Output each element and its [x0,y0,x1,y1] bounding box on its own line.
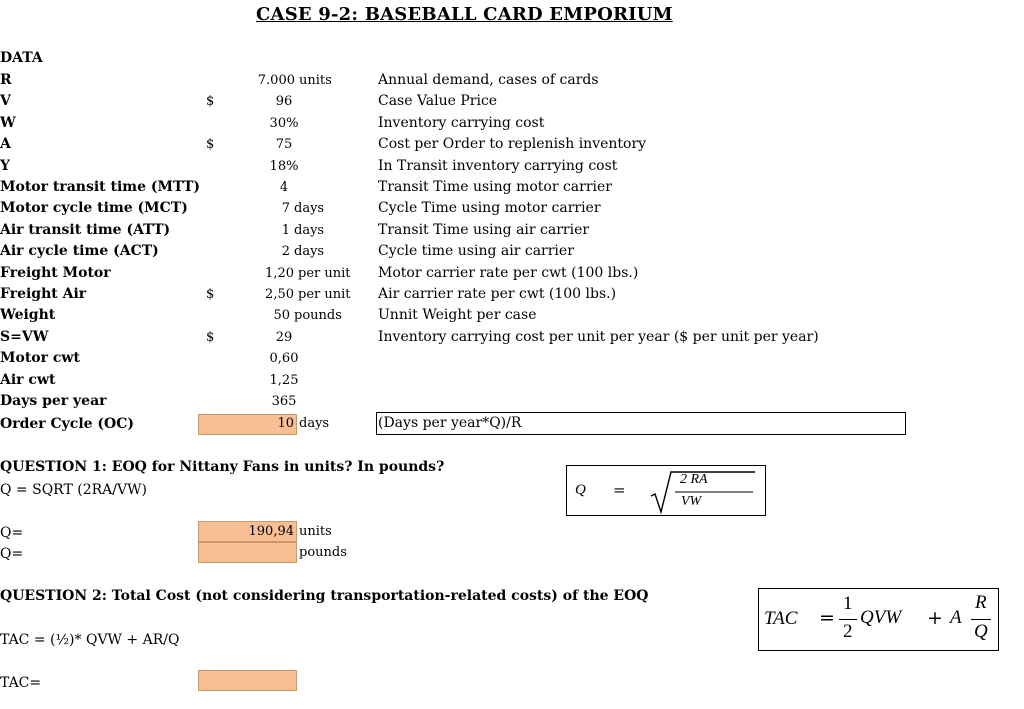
data-row-description: Case Value Price [378,93,498,109]
data-row-unit: per unit [298,287,351,302]
data-row-description: Cost per Order to replenish inventory [378,136,647,152]
data-row-unit: units [299,73,332,88]
data-row-description: Transit Time using air carrier [378,222,590,238]
data-row-label: Air transit time (ATT) [0,222,171,238]
data-row-value: 2 [281,244,290,259]
tac-a: A [950,607,962,628]
q-pounds-unit: pounds [299,545,347,560]
question-2-formula-text: TAC = (½)* QVW + AR/Q [0,632,180,648]
question-1-heading: QUESTION 1: EOQ for Nittany Fans in units? In pounds? [0,459,445,475]
data-row-label: Y [0,158,10,174]
tac-label: TAC= [0,675,42,691]
data-row-description: In Transit inventory carrying cost [378,158,618,174]
eoq-equals: = [613,481,626,499]
tac-equals: = [819,607,835,629]
tac-plus: + [927,607,943,629]
data-row-label: Weight [0,307,56,323]
tac-half-num: 1 [843,593,853,614]
data-row-description: Inventory carrying cost per unit per year ($ per unit per year) [378,329,819,345]
data-header: DATA [0,50,43,66]
data-row-unit: pounds [294,308,342,323]
data-row-value: 4 [279,180,289,195]
data-row-label: Motor cycle time (MCT) [0,200,188,216]
data-row-description: Cycle time using air carrier [378,243,574,259]
data-row-label: Days per year [0,393,107,409]
data-row-label: Air cwt [0,372,56,388]
data-row-description: Air carrier rate per cwt (100 lbs.) [378,286,617,302]
data-row-unit: days [294,244,325,259]
q-units-value: 190,94 [248,524,294,539]
data-row-value: 29 [275,330,293,345]
eoq-formula-box [566,465,766,516]
tac-frac-bar [971,619,991,620]
order-cycle-label: Order Cycle (OC) [0,416,135,432]
data-row-unit: days [294,201,325,216]
data-row-label: A [0,136,11,152]
currency-symbol: $ [206,137,215,152]
q-pounds-label: Q= [0,546,24,562]
page-title: CASE 9-2: BASEBALL CARD EMPORIUM [256,4,673,25]
data-row-description: Motor carrier rate per cwt (100 lbs.) [378,265,639,281]
data-row-value: 0,60 [269,351,299,366]
data-row-label: S=VW [0,329,49,345]
data-row-description: Cycle Time using motor carrier [378,200,601,216]
data-row-label: R [0,72,12,88]
data-row-value: 75 [275,137,293,152]
question-1-formula-text: Q = SQRT (2RA/VW) [0,482,147,498]
order-cycle-formula-box [376,412,906,435]
data-row-value: 1,20 [265,266,294,281]
tac-qvw: QVW [860,607,902,628]
currency-symbol: $ [206,94,215,109]
tac-frac-den: Q [974,621,988,642]
order-cycle-unit: days [299,416,330,431]
tac-frac-num: R [975,592,987,613]
data-row-label: Air cycle time (ACT) [0,243,159,259]
currency-symbol: $ [206,330,215,345]
data-row-value: 365 [271,394,297,409]
data-row-value: 7.000 [257,73,295,88]
tac-formula-box [758,588,999,651]
data-row-value: 2,50 [265,287,294,302]
order-cycle-value: 10 [277,416,294,431]
tac-half-den: 2 [843,621,853,642]
eoq-denominator: VW [681,494,702,509]
data-row-unit: per unit [298,266,351,281]
data-row-label: Motor transit time (MTT) [0,179,200,195]
data-row-description: Annual demand, cases of cards [378,72,599,88]
data-row-value: 1,25 [269,373,299,388]
question-2-heading: QUESTION 2: Total Cost (not considering transportation-related costs) of the EOQ [0,588,649,604]
order-cycle-formula: (Days per year*Q)/R [378,415,522,431]
q-units-label: Q= [0,525,24,541]
tac-lhs: TAC [764,608,798,629]
data-row-label: W [0,115,16,131]
data-row-label: Freight Air [0,286,87,302]
data-row-value: 50 [273,308,290,323]
eoq-lhs: Q [575,482,586,498]
data-row-value: 7 [281,201,290,216]
data-row-description: Transit Time using motor carrier [378,179,612,195]
data-row-label: Freight Motor [0,265,111,281]
data-row-unit: days [294,223,325,238]
tac-cell[interactable] [198,670,297,691]
q-pounds-cell[interactable] [198,542,297,563]
currency-symbol: $ [206,287,215,302]
data-row-value: 18% [269,159,299,174]
data-row-description: Unnit Weight per case [378,307,537,323]
data-row-label: V [0,93,11,109]
q-units-unit: units [299,524,332,539]
tac-half-bar [839,619,857,620]
data-row-value: 30% [269,116,299,131]
data-row-description: Inventory carrying cost [378,115,545,131]
data-row-value: 1 [281,223,290,238]
eoq-numerator: 2 RA [680,472,708,487]
data-row-label: Motor cwt [0,350,80,366]
data-row-value: 96 [275,94,293,109]
